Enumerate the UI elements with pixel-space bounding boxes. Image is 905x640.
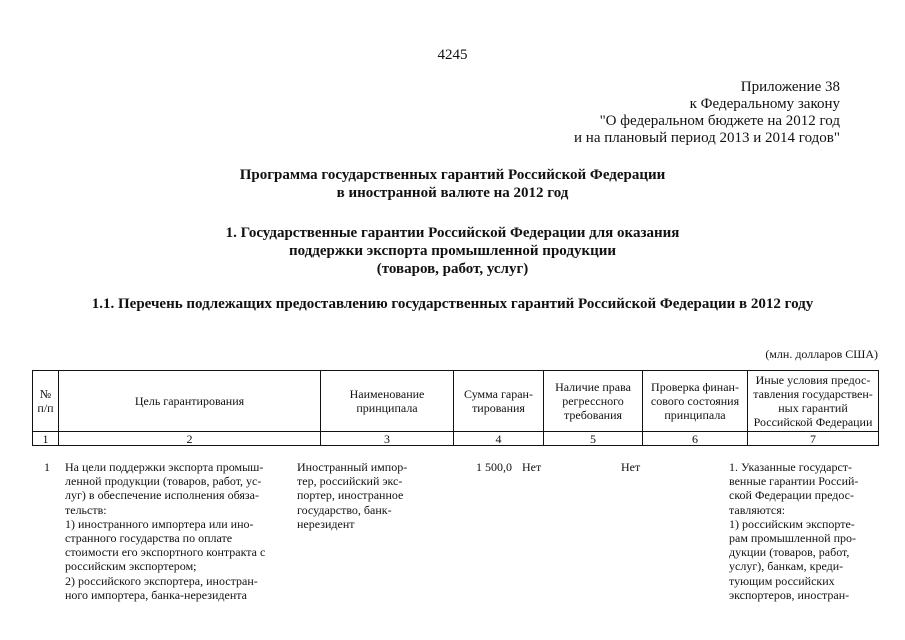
page-number: 4245	[437, 47, 468, 63]
conditions-line: ской Федерации предос-	[729, 488, 854, 503]
program-title	[0, 166, 905, 202]
column-number: 1	[33, 432, 59, 446]
header-cell-purpose: Цель гарантирования	[59, 371, 321, 432]
header-cell-conditions: Иные условия предос- тавления государствен- ных гарантий Российской Федерации	[748, 371, 879, 432]
conditions-line: 1) российским экспорте-	[729, 516, 855, 531]
purpose-line: тельств:	[65, 502, 107, 517]
header-cell-regress: Наличие права регрессного требования	[544, 371, 643, 432]
purpose-line: странного государства по оплате	[65, 531, 233, 546]
appendix-header	[500, 79, 840, 147]
row-purpose	[65, 460, 288, 602]
appendix-line: и на плановый период 2013 и 2014 годов"	[574, 130, 840, 146]
conditions-line: дукции (товаров, работ,	[729, 545, 850, 560]
appendix-line: Приложение 38	[740, 79, 840, 95]
conditions-line: экспортеров, иностран-	[729, 587, 850, 602]
purpose-line: 2) российского экспортера, иностран-	[65, 573, 258, 588]
column-number: 3	[321, 432, 454, 446]
program-title-line: в иностранной валюте на 2012 год	[336, 185, 569, 201]
header-cell-principal: Наименование принципала	[321, 371, 454, 432]
purpose-line: ного импортера, банка-нерезидента	[65, 587, 247, 602]
conditions-line: венные гарантии Россий-	[729, 474, 859, 489]
appendix-line: "О федеральном бюджете на 2012 год	[599, 113, 840, 129]
header-cell-number: № п/п	[33, 371, 59, 432]
subsection-title	[0, 295, 905, 313]
row-conditions	[729, 460, 871, 602]
units-label: (млн. долларов США)	[765, 347, 878, 361]
purpose-line: На цели поддержки экспорта промыш-	[65, 460, 264, 474]
principal-line: портер, иностранное	[297, 488, 404, 503]
column-number-row	[33, 432, 879, 446]
section-title-line: 1. Государственные гарантии Российской Федерации для оказания	[225, 225, 680, 241]
conditions-line: тующим российских	[729, 573, 835, 588]
principal-line: Иностранный импор-	[297, 460, 408, 474]
row-principal	[297, 460, 421, 531]
column-number: 4	[454, 432, 544, 446]
purpose-line: ленной продукции (товаров, работ, ус-	[65, 474, 262, 489]
row-number: 1	[44, 460, 50, 474]
table-header-row	[33, 371, 879, 432]
appendix-line: к Федеральному закону	[689, 96, 840, 112]
guarantees-table-header	[32, 370, 879, 446]
purpose-line: 1) иностранного импортера или ино-	[65, 516, 254, 531]
row-regress: Нет	[522, 460, 542, 474]
conditions-line: рам промышленной про-	[729, 531, 857, 546]
row-check: Нет	[621, 460, 641, 474]
column-number: 2	[59, 432, 321, 446]
header-cell-amount: Сумма гаран- тирования	[454, 371, 544, 432]
section-title-line: (товаров, работ, услуг)	[376, 261, 529, 277]
subsection-title-text: 1.1. Перечень подлежащих предоставлению государственных гарантий Российской Федерации в 2012 году	[91, 296, 814, 312]
header-cell-check: Проверка финан- сового состояния принципала	[643, 371, 748, 432]
column-number: 6	[643, 432, 748, 446]
column-number: 5	[544, 432, 643, 446]
principal-line: нерезидент	[297, 516, 355, 531]
program-title-line: Программа государственных гарантий Российской Федерации	[239, 167, 666, 183]
principal-line: государство, банк-	[297, 502, 392, 517]
row-amount: 1 500,0	[476, 460, 512, 474]
conditions-line: 1. Указанные государст-	[729, 460, 853, 474]
section-title-line: поддержки экспорта промышленной продукции	[288, 243, 617, 259]
purpose-line: стоимости его экспортного контракта с	[65, 545, 266, 560]
principal-line: тер, российский экс-	[297, 474, 403, 489]
purpose-line: российским экспортером;	[65, 559, 197, 574]
purpose-line: луг) в обеспечение исполнения обяза-	[65, 488, 259, 503]
column-number: 7	[748, 432, 879, 446]
conditions-line: услуг), банкам, креди-	[729, 559, 844, 574]
conditions-line: тавляются:	[729, 502, 786, 517]
section-title	[0, 224, 905, 278]
